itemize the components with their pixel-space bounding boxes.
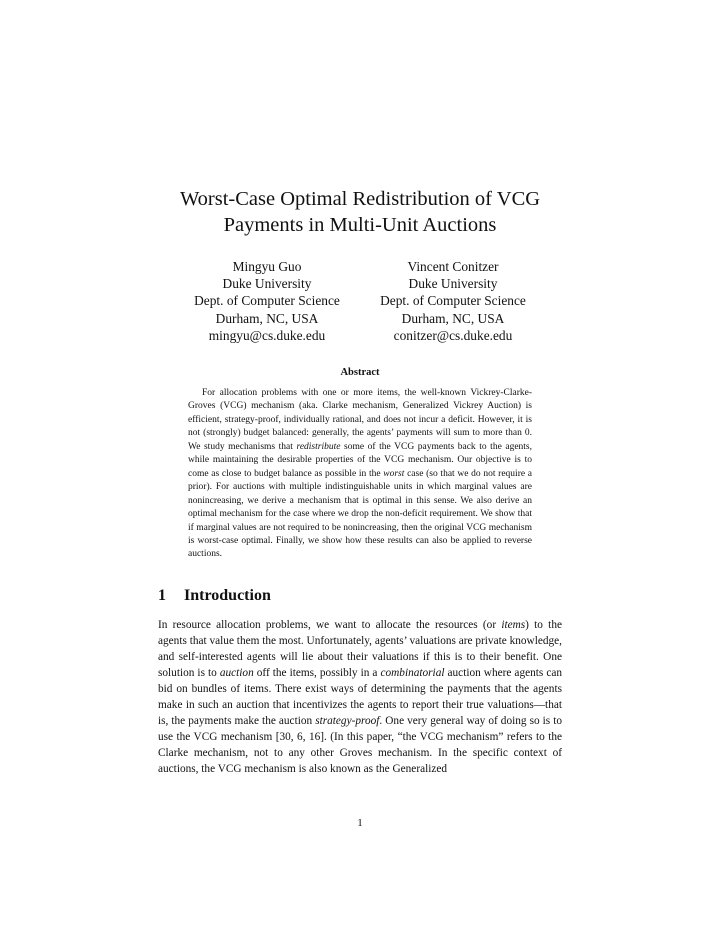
introduction-paragraph — [158, 617, 562, 777]
section-number: 1 — [158, 587, 166, 604]
page-number: 1 — [357, 817, 363, 829]
author-name: Mingyu Guo — [232, 259, 302, 274]
section-heading — [158, 587, 271, 605]
abstract-part-2: some of the VCG payments back to the agents, while maintaining the desirable properties of the VCG mechanism. Our objective is to come as close to budget balance as possible in the — [188, 441, 532, 479]
intro-text: auction where agents can bid on bundles of items. There exist ways of determining the payments that the agents make in such an auction that incentivizes the agents to report their true valuations—that is, the payments make the auction — [158, 667, 562, 727]
section-title: Introduction — [184, 587, 271, 604]
author-name: Vincent Conitzer — [407, 259, 499, 274]
author-location: Durham, NC, USA — [401, 310, 505, 326]
author-location: Durham, NC, USA — [215, 310, 319, 326]
intro-emphasis: strategy-proof — [315, 715, 380, 727]
abstract-emphasis-worst: worst — [383, 468, 405, 479]
author-affiliation: Duke University — [222, 276, 312, 292]
abstract-text — [188, 387, 532, 562]
title-line-1: Worst-Case Optimal Redistribution of VCG — [179, 188, 541, 210]
author-department: Dept. of Computer Science — [194, 293, 340, 309]
abstract-part-1: For allocation problems with one or more items, the well-known Vickrey-Clarke-Groves (VCG) mechanism (aka. Clarke mechanism, Generalized Vickrey Auction) is efficient, strategy-proof, individually rational, and does not incur a deficit. However, it is not (strongly) budget balanced: generally, the agents’ payments will sum to more than 0. We study mechanisms that — [188, 388, 532, 452]
intro-text: In resource allocation problems, we want to allocate the resources (or — [158, 619, 502, 631]
intro-emphasis: auction — [219, 667, 254, 679]
author-email: mingyu@cs.duke.edu — [208, 327, 326, 343]
abstract-heading: Abstract — [340, 367, 380, 378]
author-affiliation: Duke University — [408, 276, 498, 292]
abstract-emphasis-redistribute: redistribute — [296, 441, 341, 452]
author-email: conitzer@cs.duke.edu — [393, 327, 513, 343]
abstract-part-3: case (so that we do not require a prior). For auctions with multiple indistinguishable units in which marginal values are nonincreasing, we derive a mechanism that is optimal in this sense. We also derive an optimal mechanism for the case where we drop the non-deficit requirement. We show that if marginal values are not required to be nonincreasing, then the original VCG mechanism is worst-case optimal. Finally, we show how these results can also be applied to reverse auctions. — [188, 468, 532, 560]
intro-emphasis: combinatorial — [380, 667, 445, 679]
paper-title — [100, 186, 620, 238]
intro-text: ) to the agents that value them the most. Unfortunately, agents’ valuations are private knowledge, and self-interested agents will lie about their valuations if this is to their benefit. One solution is to — [158, 619, 562, 679]
intro-text: off the items, possibly in a — [253, 667, 381, 679]
intro-emphasis: items — [501, 619, 526, 631]
author-block-2 — [343, 258, 563, 344]
author-department: Dept. of Computer Science — [380, 293, 526, 309]
title-line-2: Payments in Multi-Unit Auctions — [223, 214, 497, 236]
intro-text: . One very general way of doing so is to use the VCG mechanism [30, 6, 16]. (In this paper, “the VCG mechanism” refers to the Clarke mechanism, not to any other Groves mechanism. In the specific context of auctions, the VCG mechanism is also known as the Generalized — [158, 715, 562, 775]
